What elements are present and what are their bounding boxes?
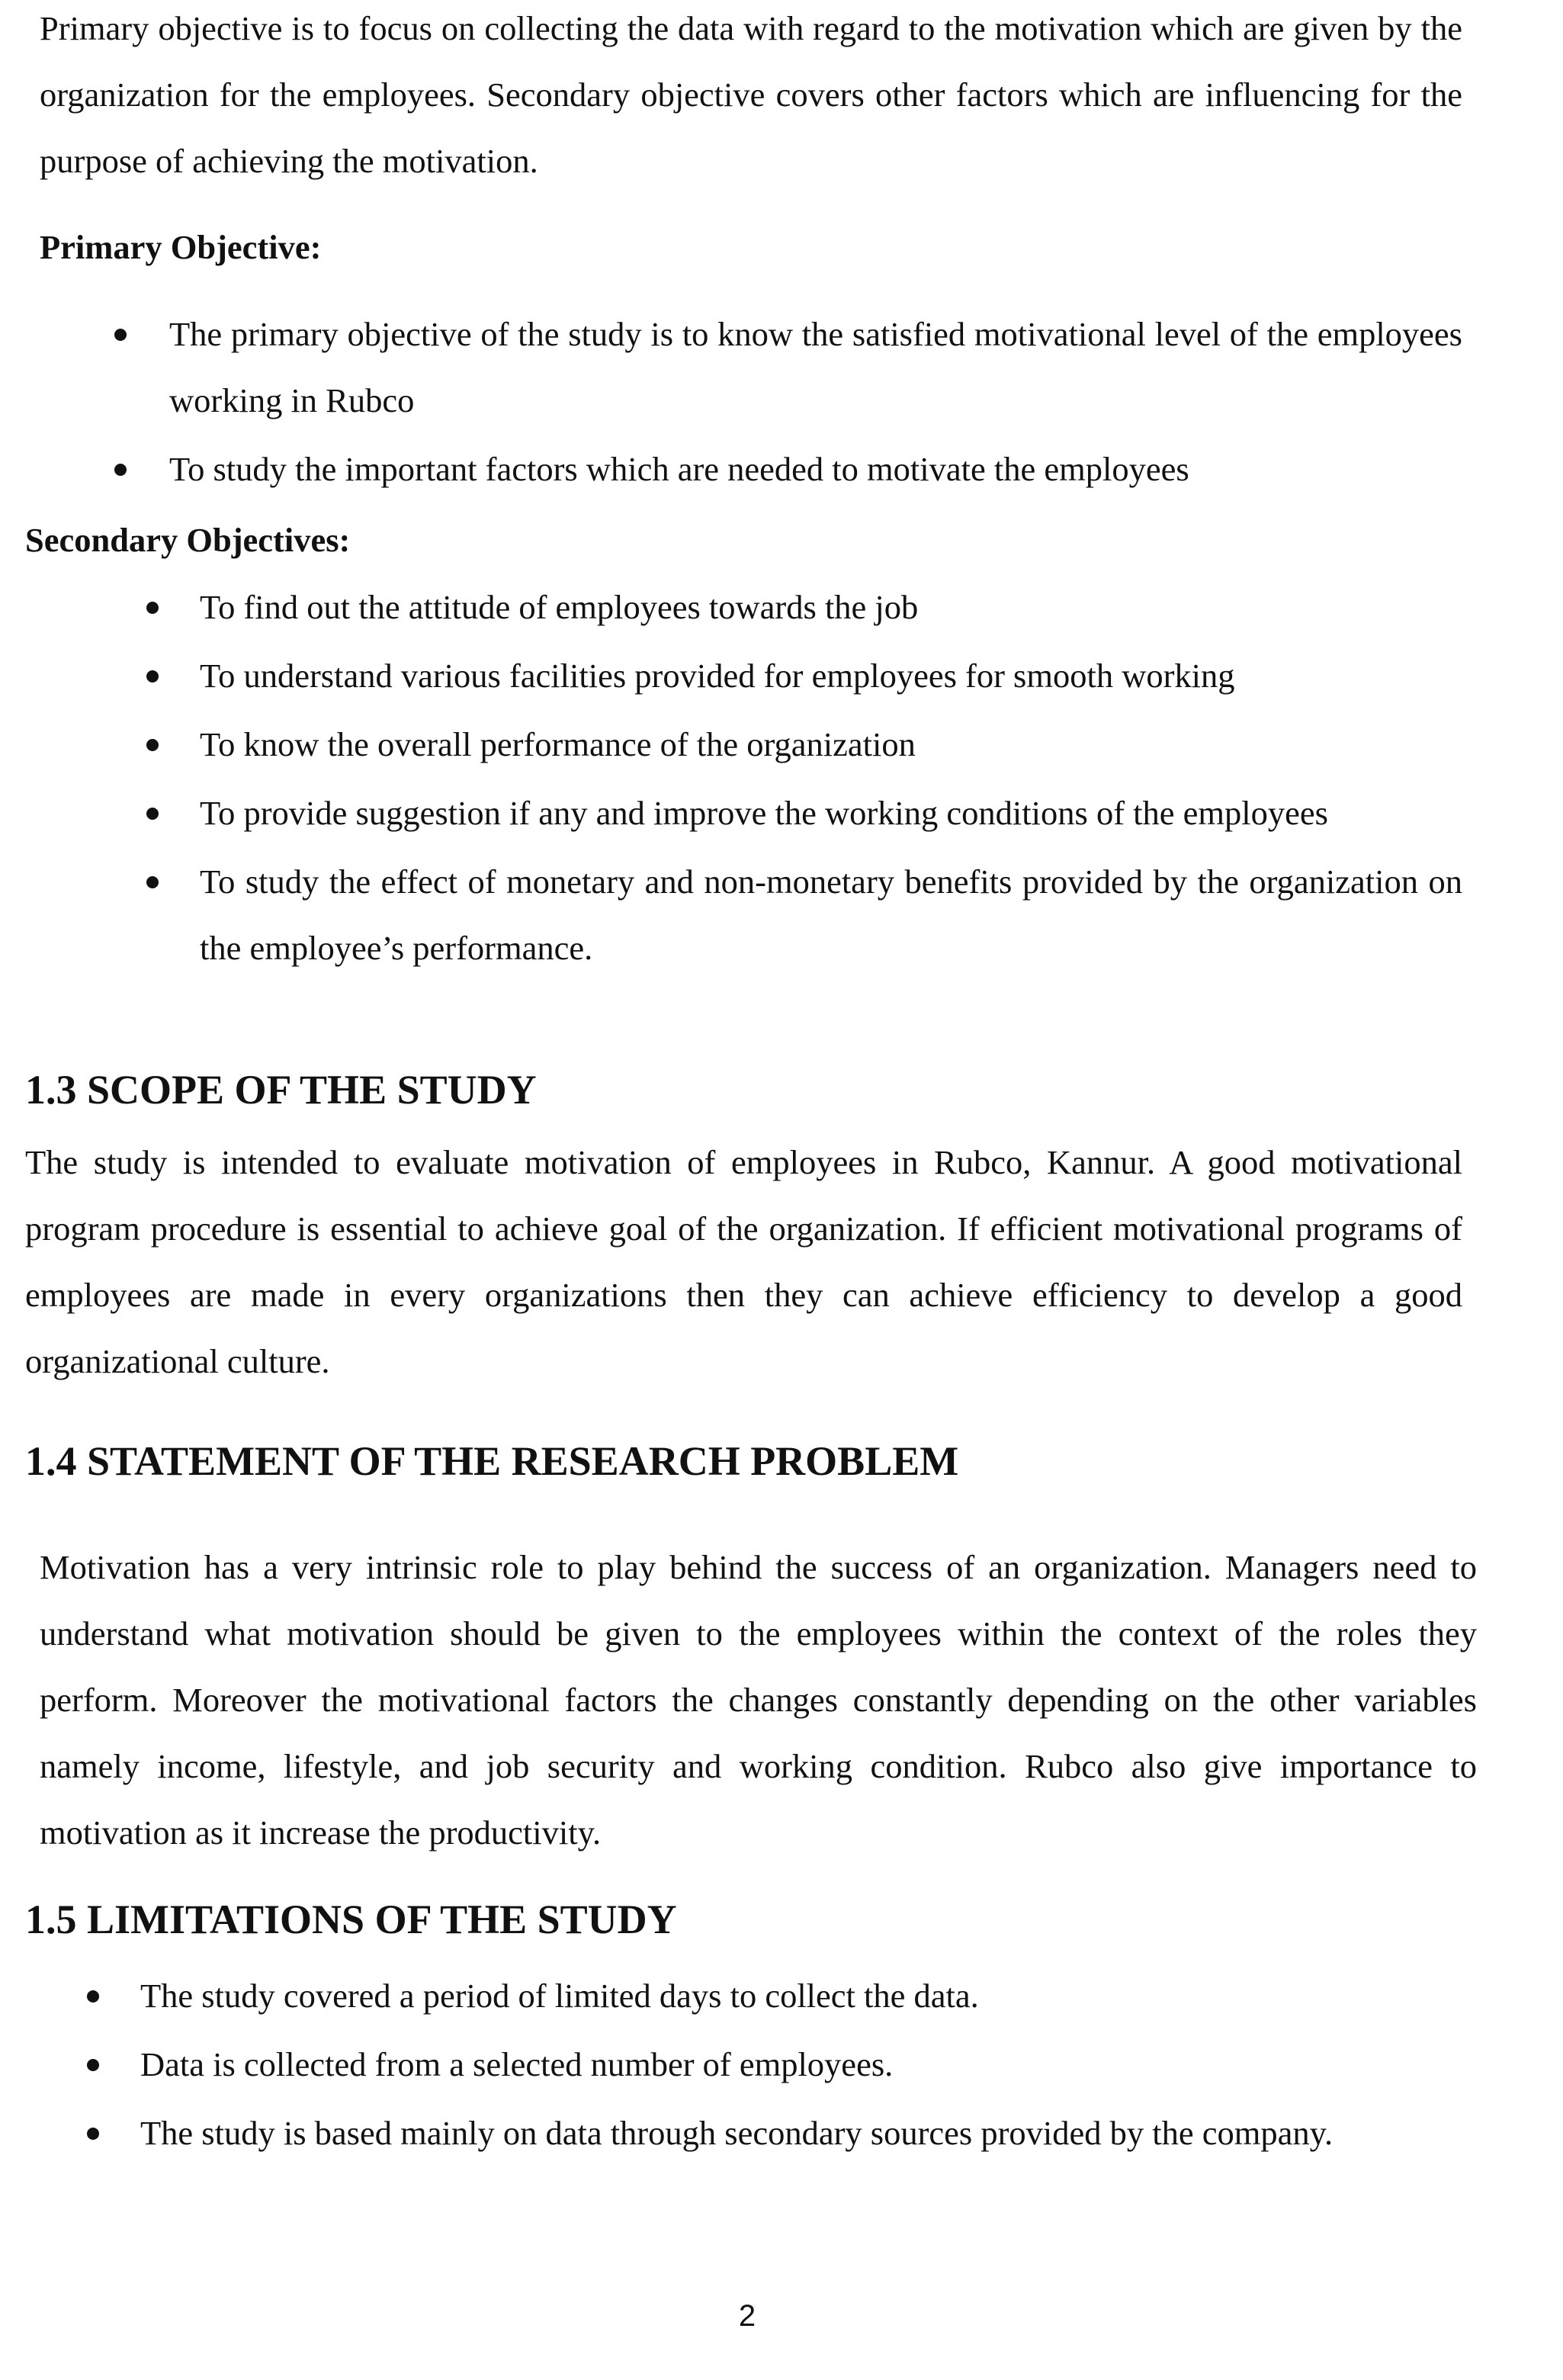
- list-item: [169, 301, 1462, 434]
- bullet-icon: [87, 2128, 99, 2140]
- list-item-text: To study the effect of monetary and non-monetary benefits provided by the organization on the employee’s performance.: [200, 862, 1462, 967]
- list-item: [200, 711, 1462, 778]
- bullet-icon: [146, 808, 159, 820]
- bullet-icon: [87, 2059, 99, 2071]
- limitations-heading: 1.5 LIMITATIONS OF THE STUDY: [25, 1897, 677, 1942]
- list-item-text: The study is based mainly on data through secondary sources provided by the company.: [140, 2114, 1334, 2152]
- secondary-objectives-label: Secondary Objectives:: [25, 521, 351, 559]
- list-item-text: To study the important factors which are needed to motivate the employees: [169, 450, 1189, 488]
- primary-objective-label: Primary Objective:: [40, 228, 322, 266]
- bullet-icon: [146, 876, 159, 888]
- scope-heading: 1.3 SCOPE OF THE STUDY: [25, 1067, 537, 1113]
- intro-paragraph: Primary objective is to focus on collecting the data with regard to the motivation which are given by the organization for the employees. Secondary objective covers other factors which are influencing for the purpose of achieving the motivation.: [40, 9, 1462, 180]
- list-item: [200, 849, 1462, 981]
- list-item: [200, 643, 1462, 709]
- list-item: [140, 2100, 1462, 2166]
- list-item-text: The study covered a period of limited days to collect the data.: [140, 1977, 979, 2015]
- statement-paragraph: Motivation has a very intrinsic role to play behind the success of an organization. Managers need to understand what motivation should be given to the employees within the context of the roles they perform. Moreover the motivational factors the changes constantly depending on the other variables namely income, lifestyle, and job security and working condition. Rubco also give importance to motivation as it increase the productivity.: [40, 1548, 1477, 1852]
- list-item-text: To understand various facilities provided for employees for smooth working: [200, 657, 1235, 695]
- list-item-text: To know the overall performance of the organization: [200, 725, 916, 763]
- bullet-icon: [114, 329, 127, 341]
- list-item: [200, 574, 1462, 641]
- bullet-icon: [87, 1990, 99, 2003]
- scope-paragraph: The study is intended to evaluate motivation of employees in Rubco, Kannur. A good motivational program procedure is essential to achieve goal of the organization. If efficient motivational programs of employees are made in every organizations then they can achieve efficiency to develop a good organizational culture.: [25, 1143, 1462, 1380]
- statement-heading: 1.4 STATEMENT OF THE RESEARCH PROBLEM: [25, 1438, 959, 1484]
- list-item: [200, 780, 1462, 846]
- list-item: [140, 2032, 1462, 2098]
- list-item-text: Data is collected from a selected number of employees.: [140, 2045, 894, 2083]
- bullet-icon: [146, 670, 159, 683]
- limitations-list: [140, 1963, 1462, 2169]
- list-item: [169, 436, 1462, 503]
- bullet-icon: [114, 464, 127, 476]
- primary-objective-list: [169, 301, 1462, 505]
- list-item: [140, 1963, 1462, 2029]
- page-number: 2: [738, 2299, 756, 2333]
- bullet-icon: [146, 739, 159, 751]
- list-item-text: To provide suggestion if any and improve the working conditions of the employees: [200, 794, 1328, 832]
- secondary-objectives-list: [200, 574, 1462, 984]
- bullet-icon: [146, 602, 159, 614]
- list-item-text: To find out the attitude of employees towards the job: [200, 588, 919, 626]
- list-item-text: The primary objective of the study is to know the satisfied motivational level of the employees working in Rubco: [169, 315, 1462, 419]
